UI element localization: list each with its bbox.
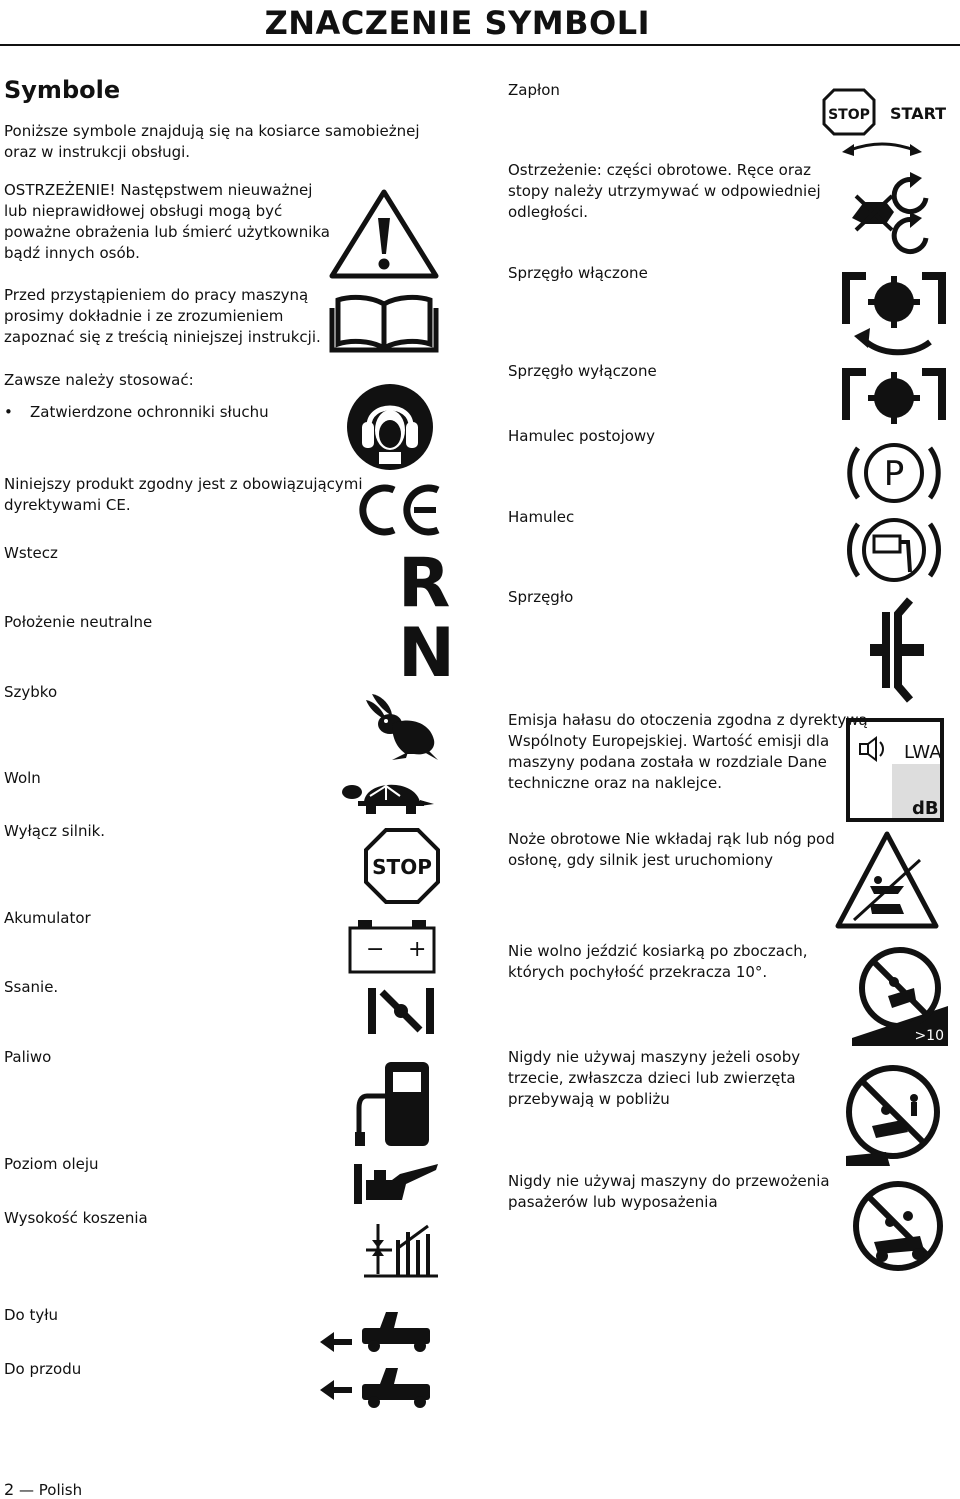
intro-text: Poniższe symbole znajdują się na kosiarce samobieżnej oraz w instrukcji obsługi. <box>4 122 420 161</box>
hearing-protection-icon <box>345 382 435 472</box>
label-cutting-height: Wysokość koszenia <box>4 1209 148 1227</box>
bullet: • <box>4 403 13 421</box>
oil-can-icon <box>352 1160 442 1208</box>
label-ignition: Zapłon <box>508 81 560 99</box>
warning-text: OSTRZEŻENIE! Następstwem nieuważnej lub nieprawidłowej obsługi mogą być poważne obrażenia lub śmierć użytkownika bądź innych osób. <box>4 181 330 262</box>
warning-triangle-icon <box>328 188 440 280</box>
noise-text: Emisja hałasu do otoczenia zgodna z dyrektywą Wspólnoty Europejskiej. Wartość emisji dla maszyny podana została w rozdziale Dane techniczne oraz na naklejce. <box>508 711 868 792</box>
passengers-text: Nigdy nie używaj maszyny do przewożenia pasażerów lub wyposażenia <box>508 1172 830 1211</box>
clutch-disengaged-icon <box>842 360 946 430</box>
footer-language: Polish <box>38 1481 83 1499</box>
always-use-text: Zawsze należy stosować: <box>4 371 194 389</box>
page-title: ZNACZENIE SYMBOLI <box>264 4 650 42</box>
db-label: dB <box>912 798 939 819</box>
fuel-pump-icon <box>355 1056 437 1148</box>
open-book-icon <box>328 290 440 352</box>
ignition-start-word: START <box>890 104 947 123</box>
label-stop-engine: Wyłącz silnik. <box>4 822 106 840</box>
stop-word: STOP <box>372 855 432 879</box>
label-clutch-off: Sprzęgło wyłączone <box>508 362 657 380</box>
header-rule <box>0 44 960 46</box>
hearing-protection-text: Zatwierdzone ochronniki słuchu <box>30 403 269 421</box>
ignition-stop-word: STOP <box>828 107 870 123</box>
label-reverse: Wstecz <box>4 544 58 562</box>
neutral-letter: N <box>398 614 455 693</box>
label-brake: Hamulec <box>508 508 575 526</box>
cutting-height-icon <box>364 1220 438 1278</box>
label-slow: Woln <box>4 769 41 787</box>
turtle-icon <box>340 770 436 816</box>
label-fuel: Paliwo <box>4 1048 52 1066</box>
brake-icon <box>842 512 946 588</box>
label-battery: Akumulator <box>4 909 91 927</box>
label-clutch: Sprzęgło <box>508 588 574 606</box>
clutch-engaged-icon <box>842 262 946 358</box>
label-parking-brake: Hamulec postojowy <box>508 427 656 445</box>
label-clutch-on: Sprzęgło włączone <box>508 264 648 282</box>
blades-text: Noże obrotowe Nie wkładaj rąk lub nóg pod osłonę, gdy silnik jest uruchomiony <box>508 830 835 869</box>
page-header <box>0 0 960 46</box>
page-footer <box>4 1480 82 1499</box>
slopes-text: Nie wolno jeździć kosiarką po zboczach, których pochyłość przekracza 10°. <box>508 942 808 981</box>
clutch-icon <box>870 598 926 702</box>
rotating-parts-text: Ostrzeżenie: części obrotowe. Ręce oraz stopy należy utrzymywać w odpowiedniej odległości. <box>508 161 821 221</box>
lwa-label: LWA <box>904 742 942 763</box>
battery-icon <box>346 918 438 976</box>
noise-emission-icon <box>846 718 944 822</box>
label-backward: Do tyłu <box>4 1306 59 1324</box>
ce-text: Niniejszy produkt zgodny jest z obowiązującymi dyrektywami CE. <box>4 475 363 514</box>
label-fast: Szybko <box>4 683 58 701</box>
rotating-parts-icon <box>850 168 944 254</box>
no-passengers-icon <box>850 1178 946 1274</box>
page-number: 2 <box>4 1480 15 1499</box>
battery-minus: − <box>366 937 385 962</box>
slope-limit-label: >10 <box>914 1028 944 1044</box>
mower-backward-icon <box>318 1308 438 1352</box>
reverse-letter: R <box>398 544 451 623</box>
stop-sign-icon <box>364 828 440 904</box>
bystanders-text: Nigdy nie używaj maszyny jeżeli osoby trzecie, zwłaszcza dzieci lub zwierzęta przebywają w pobliżu <box>508 1048 801 1108</box>
mower-forward-icon <box>318 1364 438 1408</box>
footer-dash: — <box>18 1481 34 1499</box>
label-neutral: Położenie neutralne <box>4 613 153 631</box>
ce-mark-icon <box>352 484 442 536</box>
read-manual-text: Przed przystąpieniem do pracy maszyną prosimy dokładnie i ze zrozumieniem zapoznać się z treścią niniejszej instrukcji. <box>4 286 321 346</box>
label-oil-level: Poziom oleju <box>4 1155 99 1173</box>
gear-letters <box>396 544 455 693</box>
choke-icon <box>366 986 436 1036</box>
rabbit-icon <box>362 690 440 762</box>
label-choke: Ssanie. <box>4 978 59 996</box>
label-forward: Do przodu <box>4 1360 82 1378</box>
rotating-blades-warning-icon <box>834 830 940 930</box>
no-bystanders-icon <box>842 1062 944 1168</box>
parking-brake-icon <box>842 438 946 508</box>
ignition-stop-start-icon <box>822 88 952 158</box>
parking-letter: P <box>883 454 905 494</box>
no-steep-slopes-icon <box>852 942 948 1046</box>
section-heading: Symbole <box>4 76 121 104</box>
battery-plus: + <box>408 937 427 962</box>
